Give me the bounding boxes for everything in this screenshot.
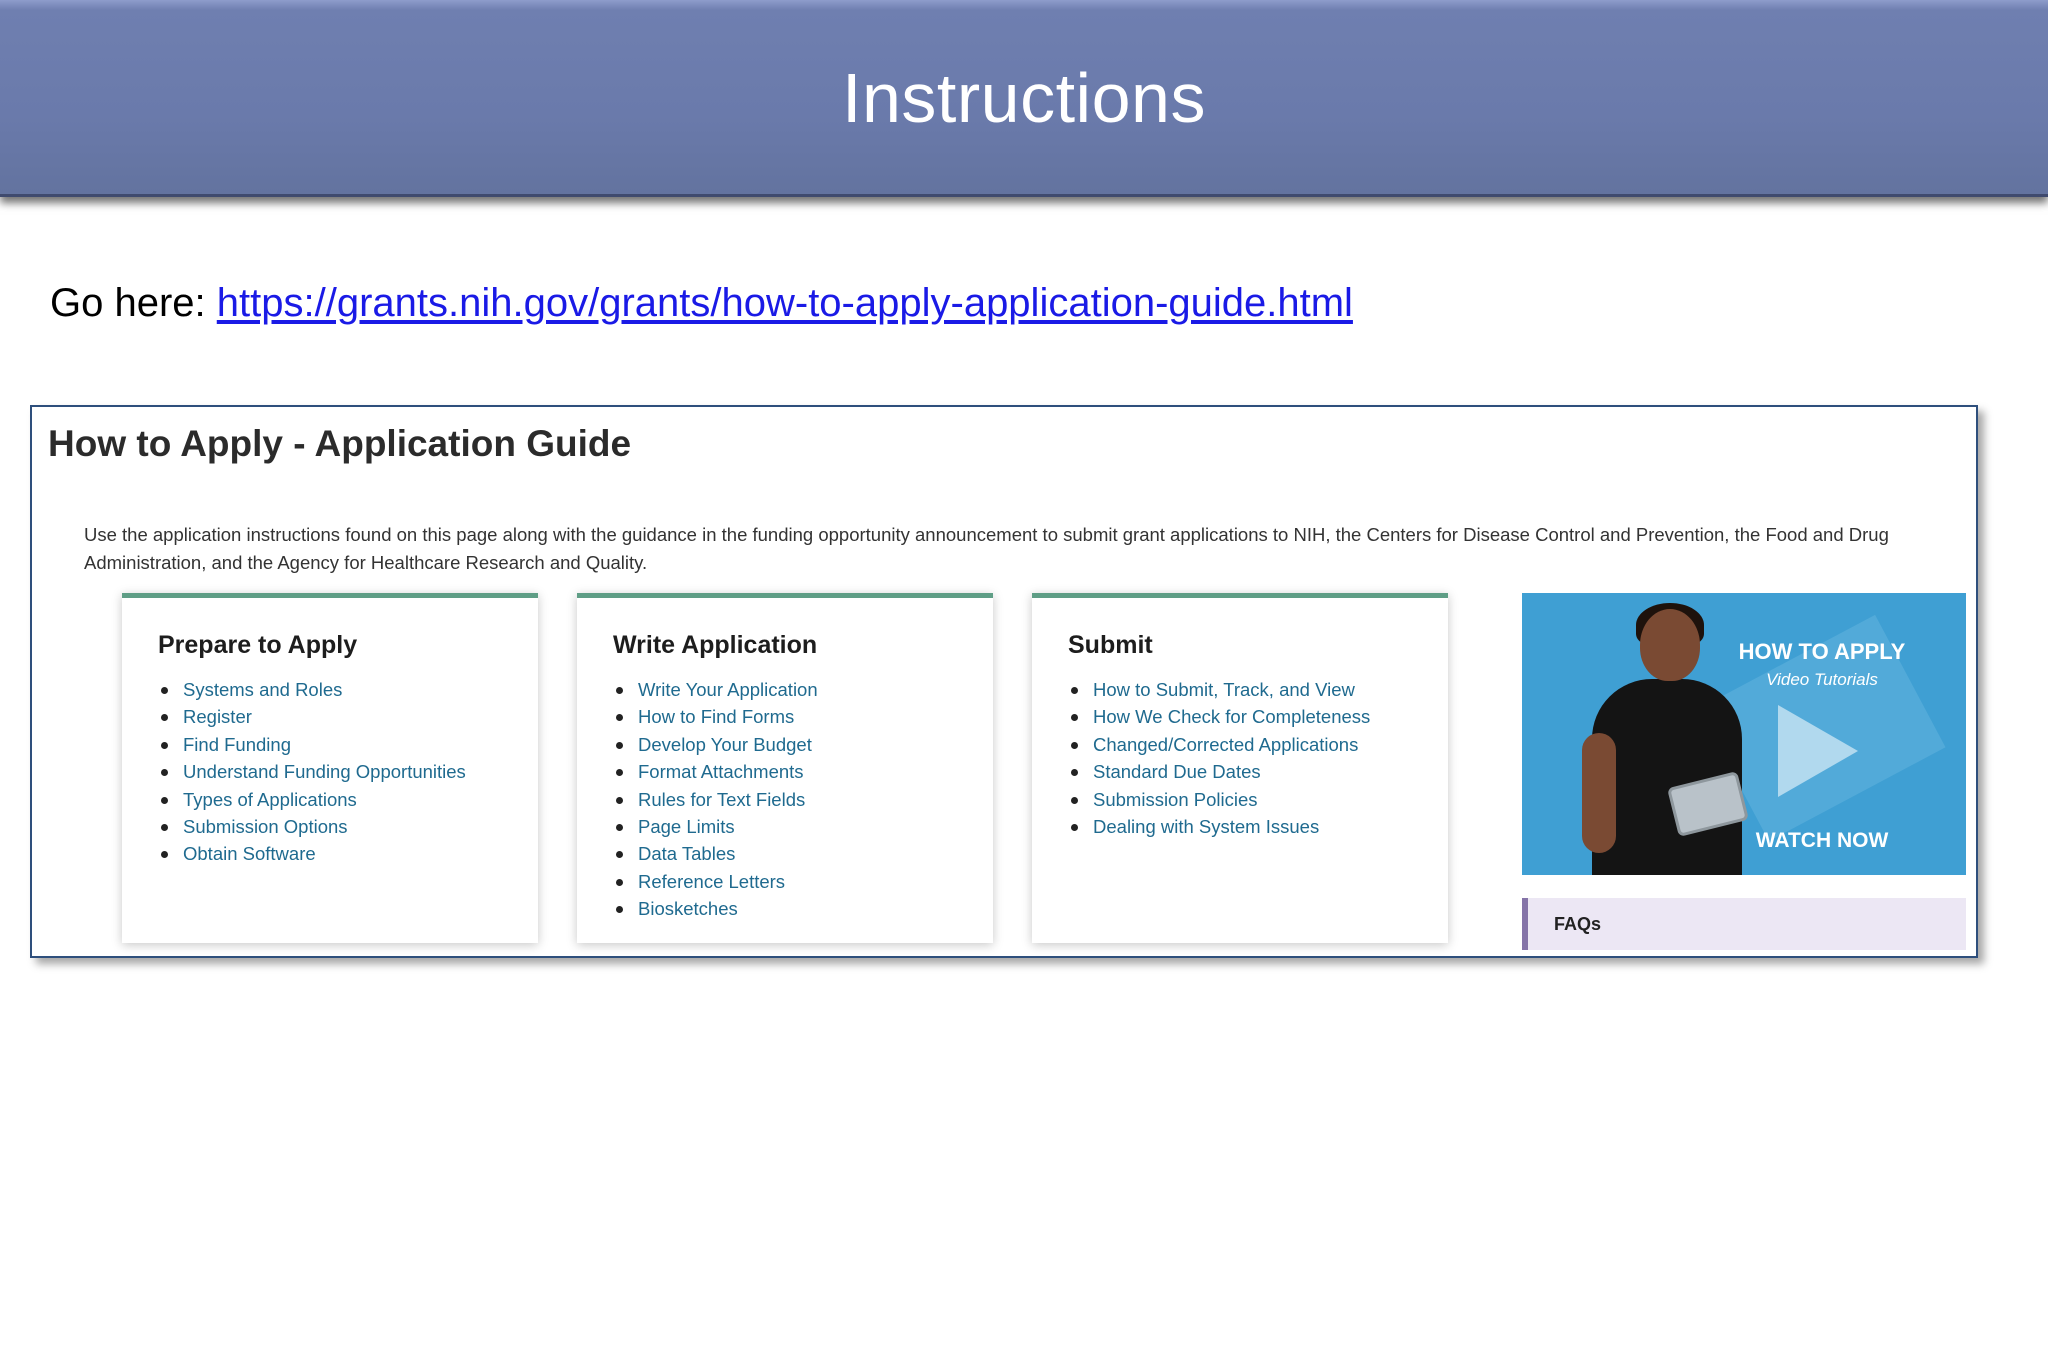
bullet-icon <box>161 687 168 694</box>
card-link-item[interactable] <box>1068 813 1370 840</box>
card-link-item[interactable] <box>158 786 466 813</box>
card-title: Write Application <box>613 631 818 659</box>
card-link-item[interactable] <box>613 731 818 758</box>
card-link-item[interactable] <box>158 813 466 840</box>
card-link-item[interactable] <box>1068 786 1370 813</box>
card-link-text[interactable]: Page Limits <box>638 816 735 838</box>
card-link-item[interactable] <box>1068 731 1370 758</box>
card-link-list <box>158 676 466 868</box>
title-banner <box>0 0 2048 197</box>
card-link-item[interactable] <box>613 676 818 703</box>
bullet-icon <box>616 687 623 694</box>
bullet-icon <box>1071 687 1078 694</box>
video-tutorials-promo[interactable] <box>1522 593 1966 875</box>
bullet-icon <box>616 742 623 749</box>
card-link-item[interactable] <box>613 758 818 785</box>
card-link-text[interactable]: How to Find Forms <box>638 706 795 728</box>
card-link-text[interactable]: Write Your Application <box>638 679 818 700</box>
bullet-icon <box>616 714 623 721</box>
bullet-icon <box>616 851 623 858</box>
presenter-head <box>1640 609 1700 681</box>
play-icon[interactable] <box>1778 705 1858 797</box>
card-link-item[interactable] <box>158 840 466 867</box>
page-title: How to Apply - Application Guide <box>48 423 632 464</box>
card-link-text[interactable]: Develop Your Budget <box>638 733 812 755</box>
card-link-text[interactable]: Reference Letters <box>638 870 786 892</box>
card-link-item[interactable] <box>613 895 818 922</box>
card-link-item[interactable] <box>613 703 818 730</box>
bullet-icon <box>1071 742 1078 749</box>
bullet-icon <box>616 879 623 886</box>
bullet-icon <box>1071 797 1078 804</box>
card-link-text[interactable]: Submission Policies <box>1093 788 1258 810</box>
card-link-item[interactable] <box>613 868 818 895</box>
bullet-icon <box>161 797 168 804</box>
card-link-text[interactable]: Submission Options <box>183 816 348 838</box>
bullet-icon <box>616 824 623 831</box>
application-guide-link[interactable]: https://grants.nih.gov/grants/how-to-apply-application-guide.html <box>216 281 1353 325</box>
bullet-icon <box>1071 824 1078 831</box>
card-submit <box>1032 593 1448 943</box>
card-link-item[interactable] <box>158 703 466 730</box>
card-link-item[interactable] <box>158 731 466 758</box>
card-link-text[interactable]: Systems and Roles <box>183 679 343 700</box>
card-link-text[interactable]: Standard Due Dates <box>1093 761 1261 783</box>
video-title: HOW TO APPLY <box>1738 639 1906 664</box>
bullet-icon <box>161 769 168 776</box>
card-link-item[interactable] <box>1068 703 1370 730</box>
bullet-icon <box>616 797 623 804</box>
card-link-text[interactable]: Register <box>183 706 252 728</box>
bullet-icon <box>161 714 168 721</box>
card-link-item[interactable] <box>613 840 818 867</box>
card-prepare-to-apply <box>122 593 538 943</box>
card-title: Prepare to Apply <box>158 631 358 659</box>
card-link-text[interactable]: Biosketches <box>638 898 738 920</box>
bullet-icon <box>1071 769 1078 776</box>
card-link-list <box>613 676 818 923</box>
card-link-text[interactable]: Data Tables <box>638 843 736 865</box>
card-link-item[interactable] <box>613 786 818 813</box>
video-subtitle: Video Tutorials <box>1766 670 1878 689</box>
go-here-line <box>50 275 1353 331</box>
card-link-item[interactable] <box>158 676 466 703</box>
card-link-text[interactable]: Types of Applications <box>183 788 357 810</box>
card-link-text[interactable]: Understand Funding Opportunities <box>183 761 466 783</box>
application-guide-screenshot <box>30 405 1978 958</box>
card-link-text[interactable]: How to Submit, Track, and View <box>1093 679 1355 700</box>
presenter-arm <box>1582 733 1616 853</box>
go-here-label: Go here: <box>50 281 217 325</box>
faqs-label[interactable]: FAQs <box>1554 914 1602 934</box>
card-link-text[interactable]: Rules for Text Fields <box>638 788 806 810</box>
card-link-text[interactable]: How We Check for Completeness <box>1093 706 1371 728</box>
card-link-list <box>1068 676 1370 840</box>
card-link-text[interactable]: Changed/Corrected Applications <box>1093 733 1359 755</box>
card-title: Submit <box>1068 631 1153 659</box>
card-link-item[interactable] <box>158 758 466 785</box>
bullet-icon <box>1071 714 1078 721</box>
bullet-icon <box>161 851 168 858</box>
card-write-application <box>577 593 993 943</box>
bullet-icon <box>161 742 168 749</box>
card-link-item[interactable] <box>1068 758 1370 785</box>
card-link-item[interactable] <box>613 813 818 840</box>
card-link-text[interactable]: Format Attachments <box>638 761 804 783</box>
intro-text: Use the application instructions found on this page along with the guidance in the funding opportunity announcement to submit grant applications to NIH, the Centers for Disease Control and Prevention, the Food and Drug Administration, and the Agency for Healthcare Research and Quality. <box>84 524 1889 573</box>
bullet-icon <box>161 824 168 831</box>
slide-title: Instructions <box>842 59 1206 137</box>
bullet-icon <box>616 769 623 776</box>
card-link-text[interactable]: Dealing with System Issues <box>1093 816 1320 838</box>
bullet-icon <box>616 906 623 913</box>
card-link-text[interactable]: Obtain Software <box>183 843 316 865</box>
faqs-panel[interactable] <box>1522 898 1966 950</box>
watch-now-button[interactable]: WATCH NOW <box>1755 829 1889 852</box>
card-link-item[interactable] <box>1068 676 1370 703</box>
card-link-text[interactable]: Find Funding <box>183 733 291 755</box>
